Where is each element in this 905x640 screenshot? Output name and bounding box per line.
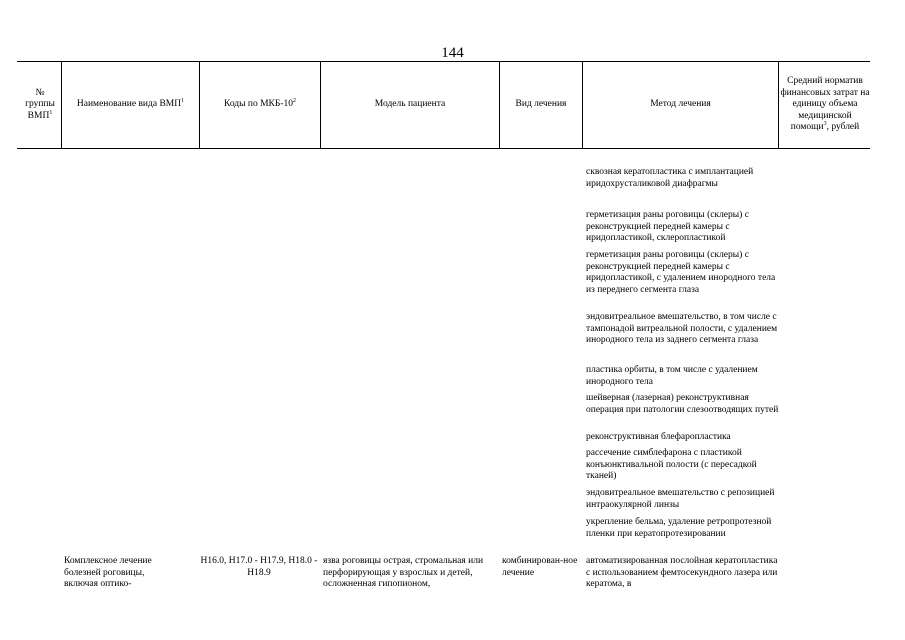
col-sep-3 <box>320 61 321 149</box>
header-col-codes: Коды по МКБ-$10^2$ <box>223 98 297 110</box>
header-bottom-rule <box>17 148 870 149</box>
header-col-model: Модель пациента <box>374 99 446 110</box>
header-col-group: № группы ВМП$^1$ <box>25 87 55 121</box>
method-item: рассечение симблефарона с пластикой конъюнктивальной полости (с пересадкой тканей) <box>586 448 757 481</box>
method-item: шейверная (лазерная) реконструктивная операция при патологии слезоотводящих путей <box>586 393 779 415</box>
page-number: 144 <box>441 45 464 61</box>
col-sep-4 <box>499 61 500 149</box>
header-col-cost: Средний норматив финансовых затрат на единицу объема медицинской помощи$^3$, рублей <box>780 76 870 133</box>
row-name-cell: Комплексное лечение болезней роговицы, включая оптико- <box>64 556 152 589</box>
row-method-cell: автоматизированная послойная кератопластика с использованием фемтосекундного лазера или кератома, в <box>586 556 778 589</box>
row-treatment-cell: комбинирован-ное лечение <box>502 556 578 578</box>
col-sep-5 <box>582 61 583 149</box>
col-sep-1 <box>61 61 62 149</box>
method-item: сквозная кератопластика с имплантацией иридохрусталиковой диафрагмы <box>586 167 754 189</box>
method-item: герметизация раны роговицы (склеры) с реконструкцией передней камеры с иридопластикой, с удалением инородного тела из переднего сегмента глаза <box>586 250 776 295</box>
col-sep-6 <box>778 61 779 149</box>
row-codes-cell: H16.0, H17.0 - H17.9, H18.0 - H18.9 <box>200 556 318 578</box>
method-item: эндовитреальное вмешательство с репозицией интраокулярной линзы <box>586 488 775 510</box>
header-col-method: Метод лечения <box>650 99 711 110</box>
method-item: эндовитреальное вмешательство, в том числе с тампонадой витреальной полости, с удалением инородного тела из заднего сегмента глаза <box>586 312 778 345</box>
col-sep-2 <box>199 61 200 149</box>
method-item: пластика орбиты, в том числе с удалением инородного тела <box>586 365 758 387</box>
row-model-cell: язва роговицы острая, стромальная или перфорирующая у взрослых и детей, осложненная гипопионом, <box>323 556 484 589</box>
method-item: герметизация раны роговицы (склеры) с реконструкцией передней камеры с иридопластикой, склеропластикой <box>586 210 749 243</box>
header-col-name: Наименование вида ВМП$^1$ <box>76 98 185 110</box>
method-item: укрепление бельма, удаление ретропротезной пленки при кератопротезировании <box>586 517 772 539</box>
method-item: реконструктивная блефаропластика <box>586 432 731 442</box>
header-col-treatment: Вид лечения <box>515 99 567 110</box>
